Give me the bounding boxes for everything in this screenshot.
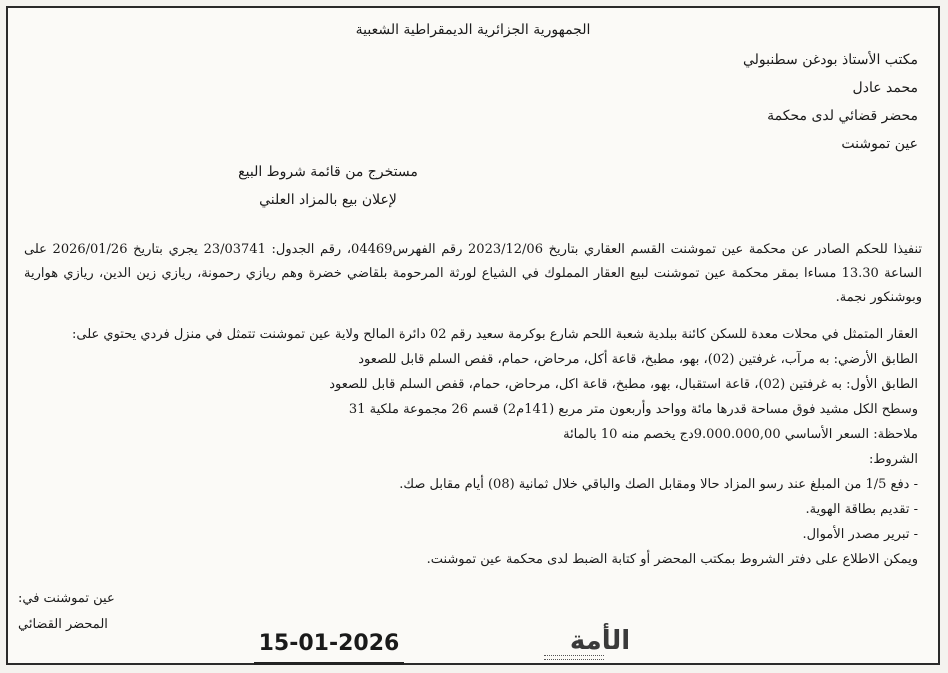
office-line-1: مكتب الأستاذ بودغن سطنبولي bbox=[742, 52, 918, 68]
consultation-line: ويمكن الاطلاع على دفتر الشروط بمكتب المحضر أو كتابة الضبط لدى محكمة عين تموشنت. bbox=[426, 552, 918, 567]
signature-place: عين تموشنت في: bbox=[18, 591, 115, 606]
notice-document bbox=[6, 6, 940, 665]
condition-funds-source: - تبرير مصدر الأموال. bbox=[802, 527, 918, 542]
area-line: وسطح الكل مشيد فوق مساحة قدرها مائة وواحد وأربعون متر مربع (141م2) قسم 26 مجموعة ملكية 31 bbox=[348, 402, 918, 417]
intro-paragraph: تنفيذا للحكم الصادر عن محكمة عين تموشنت القسم العقاري بتاريخ 2023/12/06 رقم الفهرس04469، رقم الجدول: 23/03741 يجري بتاريخ 2026/01/26 على الساعة 13.30 مساءا بمقر محكمة عين تموشنت لبيع العقار المملوك في الشياع لورثة المرحومة بلقاضي خضرة وهم ريازي رحمونة، ريازي زين الدين، ريازي هوارية وبوشنكور نجمة. bbox=[24, 242, 922, 305]
property-line: العقار المتمثل في محلات معدة للسكن كائنة ببلدية شعبة اللحم شارع بوكرمة سعيد رقم 02 دائرة المالح ولاية عين تموشنت تتمثل في منزل فردي يحتوي على: bbox=[71, 327, 918, 342]
office-line-4: عين تموشنت bbox=[841, 136, 918, 152]
title-line-1: مستخرج من قائمة شروط البيع bbox=[238, 164, 418, 180]
office-line-2: محمد عادل bbox=[852, 80, 918, 96]
condition-id-card: - تقديم بطاقة الهوية. bbox=[805, 502, 918, 517]
first-floor-line: الطابق الأول: به غرفتين (02)، قاعة استقبال، بهو، مطبخ، قاعة اكل، مرحاض، حمام، قفص السلم قابل للصعود bbox=[329, 377, 918, 392]
logo-text: الأمة bbox=[569, 626, 631, 656]
republic-header: الجمهورية الجزائرية الديمقراطية الشعبية bbox=[355, 22, 591, 38]
signature-role: المحضر القضائي bbox=[18, 617, 108, 632]
conditions-heading: الشروط: bbox=[868, 452, 918, 467]
price-note-line: ملاحظة: السعر الأساسي 9.000.000,00دج يخصم منه 10 بالمائة bbox=[563, 427, 918, 442]
condition-payment: - دفع 1/5 من المبلغ عند رسو المزاد حالا ومقابل الصك والباقي خلال ثمانية (08) أيام مقابل صك. bbox=[399, 477, 918, 492]
office-line-3: محضر قضائي لدى محكمة bbox=[767, 108, 918, 124]
title-line-2: لإعلان بيع بالمزاد العلني bbox=[259, 192, 397, 208]
publication-date: 15-01-2026 bbox=[254, 628, 404, 665]
ground-floor-line: الطابق الأرضي: به مرآب، غرفتين (02)، بهو، مطبخ، قاعة أكل، مرحاض، حمام، قفص السلم قابل للصعود bbox=[358, 352, 918, 367]
logo-underline bbox=[544, 655, 604, 660]
newspaper-logo bbox=[540, 626, 660, 662]
